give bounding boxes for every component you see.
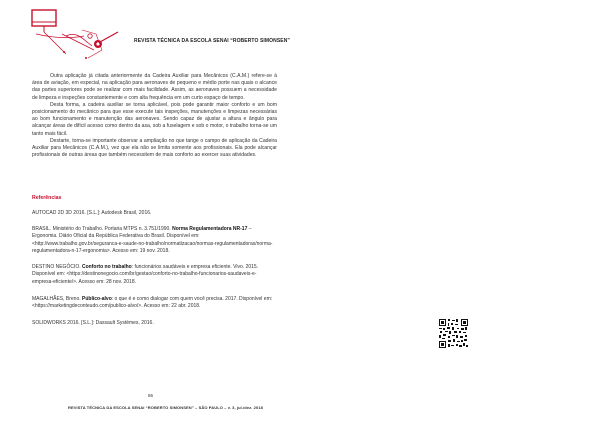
paragraph-1: Outra aplicação já citada anteriormente da Cadeira Auxiliar para Mecânicos (C.A.M.) refere-se à área de aviação, em especial, na aplicação para aeronaves de pequeno e médio porte nas quais o alcance das partes superiores pode se realizar com mais facilidade. Assim, as aeronaves possuem a necessidade de limpeza e inspeções constantemente e com alta frequência em um curto espaço de tempo.: [32, 73, 277, 101]
footer-text: REVISTA TÉCNICA DA ESCOLA SENAI “ROBERTO SIMONSEN” – SÃO PAULO – v. 3, jul./dez. 2018: [68, 405, 263, 410]
page-number: 86: [148, 393, 154, 398]
references-heading: Referências: [32, 195, 62, 201]
paragraph-3: Destarte, torna-se importante observar a ampliação no que tange o campo de aplicação da Cadeira Auxiliar para Mecânicos (C.A.M.), vez que ela não se limita somente aos profissionais. Ela pode alcançar profissionais de outras áreas que também necessitem de mais conforto ao exercer suas atividades.: [32, 137, 277, 159]
paragraph-2: Desta forma, a cadeira auxiliar se torna aplicável, pois pode garantir maior conforto e um bom posicionamento do mecânico para que esse execute tais inspeções, manutenções e limpezas necessárias ao bom funcionamento e manutenção das aeronaves. Sendo capaz de ajustar a altura e ângulo para alcançar áreas de difícil acesso como dentro da asa, sob a fuselagem e sob o motor, o trabalho torna-se um tanto mais fácil.: [32, 101, 277, 137]
reference-item: DESTINO NEGÓCIO. Conforto no trabalho: funcionários saudáveis e empresa eficiente. Vivo. 2015. Disponível em: <https://destinonegocio.com/br/gestao/conforto-no-trabalho-funcionarios-saudaveis-e-empresa-eficiente/>. Acesso em: 28 nov. 2018.: [32, 264, 259, 285]
reference-item: BRASIL. Ministério do Trabalho. Portaria MTPS n. 3.751/1990. Norma Regulamentadora NR-17 – Ergonomia. Diário Oficial da República Federativa do Brasil. Disponível em: <http://www.trabalho.gov.br/seguranca-e-saude-no-trabalho/normatizacao/normas-regulamentadoras/norma-regulamentadora-n-17-ergonomia>. Acesso em: 19 nov. 2018.: [32, 226, 273, 255]
journal-logo: [22, 6, 132, 62]
reference-item: SOLIDWORKS 2016. [S.L.]: Dassault Systèmes, 2016.: [32, 320, 154, 326]
journal-title: REVISTA TÉCNICA DA ESCOLA SENAI “ROBERTO SIMONSEN”: [134, 38, 291, 44]
qr-code-icon[interactable]: [439, 319, 468, 348]
reference-item: AUTOCAD 2D 3D 2016. [S.L.]: Autodesk Brasil, 2016.: [32, 210, 152, 216]
article-body: [32, 73, 277, 159]
reference-item: MAGALHÃES, Breno. Público-alvo: o que é e como dialogar com quem você precisa. 2017. Disponível em: <https://marketingdeconteudo.com/publico-alvo/>. Acesso em: 22 abr. 2018.: [32, 296, 273, 310]
